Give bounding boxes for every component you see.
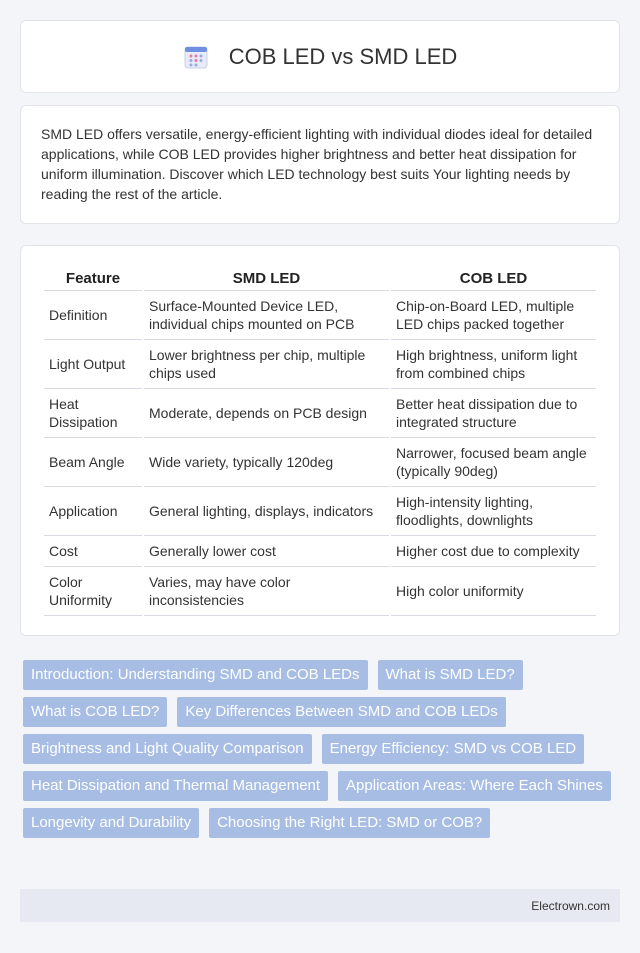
table-row xyxy=(44,340,596,389)
table-header-row xyxy=(44,266,596,291)
topic-link-key-differences[interactable]: Key Differences Between SMD and COB LEDs xyxy=(177,697,505,727)
feature-cell: Cost xyxy=(44,536,142,567)
topic-link-introduction[interactable]: Introduction: Understanding SMD and COB LEDs xyxy=(23,660,368,690)
feature-cell: Definition xyxy=(44,291,142,340)
topic-link-brightness[interactable]: Brightness and Light Quality Comparison xyxy=(23,734,312,764)
table-row xyxy=(44,487,596,536)
title-card xyxy=(20,20,620,93)
footer xyxy=(20,889,620,922)
page-title: COB LED vs SMD LED xyxy=(228,43,458,69)
cob-cell: High brightness, uniform light from combined chips xyxy=(391,340,596,389)
topic-link-what-is-cob[interactable]: What is COB LED? xyxy=(23,697,167,727)
feature-cell: Heat Dissipation xyxy=(44,389,142,438)
cob-cell: Higher cost due to complexity xyxy=(391,536,596,567)
topic-link-longevity[interactable]: Longevity and Durability xyxy=(23,808,199,838)
footer-site-link[interactable]: Electrown.com xyxy=(531,898,610,913)
comparison-table xyxy=(42,266,598,616)
smd-cell: Moderate, depends on PCB design xyxy=(144,389,389,438)
comparison-table-card xyxy=(20,245,620,636)
header-feature: Feature xyxy=(44,266,142,291)
cob-cell: High color uniformity xyxy=(391,567,596,616)
topic-link-application-areas[interactable]: Application Areas: Where Each Shines xyxy=(338,771,611,801)
header-cob-led: COB LED xyxy=(391,266,596,291)
calendar-grid-icon xyxy=(183,44,209,70)
intro-text: SMD LED offers versatile, energy-efficient lighting with individual diodes ideal for detailed applications, while COB LED provides higher brightness and better heat dissipation for uniform illumination. Discover which LED technology best suits Your lighting needs by reading the rest of the article. xyxy=(41,126,593,202)
feature-cell: Color Uniformity xyxy=(44,567,142,616)
cob-cell: Narrower, focused beam angle (typically 90deg) xyxy=(391,438,596,487)
topic-tags xyxy=(20,658,620,843)
table-row xyxy=(44,389,596,438)
topic-link-what-is-smd[interactable]: What is SMD LED? xyxy=(378,660,523,690)
smd-cell: Surface-Mounted Device LED, individual chips mounted on PCB xyxy=(144,291,389,340)
smd-cell: General lighting, displays, indicators xyxy=(144,487,389,536)
cob-cell: Better heat dissipation due to integrated structure xyxy=(391,389,596,438)
topic-link-heat-dissipation[interactable]: Heat Dissipation and Thermal Management xyxy=(23,771,328,801)
smd-cell: Wide variety, typically 120deg xyxy=(144,438,389,487)
feature-cell: Beam Angle xyxy=(44,438,142,487)
topic-link-energy-efficiency[interactable]: Energy Efficiency: SMD vs COB LED xyxy=(322,734,584,764)
table-row xyxy=(44,438,596,487)
table-row xyxy=(44,291,596,340)
cob-cell: Chip-on-Board LED, multiple LED chips packed together xyxy=(391,291,596,340)
smd-cell: Lower brightness per chip, multiple chips used xyxy=(144,340,389,389)
smd-cell: Varies, may have color inconsistencies xyxy=(144,567,389,616)
cob-cell: High-intensity lighting, floodlights, downlights xyxy=(391,487,596,536)
table-row xyxy=(44,536,596,567)
header-smd-led: SMD LED xyxy=(144,266,389,291)
topic-link-choosing[interactable]: Choosing the Right LED: SMD or COB? xyxy=(209,808,490,838)
intro-card xyxy=(20,105,620,224)
smd-cell: Generally lower cost xyxy=(144,536,389,567)
feature-cell: Light Output xyxy=(44,340,142,389)
table-row xyxy=(44,567,596,616)
feature-cell: Application xyxy=(44,487,142,536)
